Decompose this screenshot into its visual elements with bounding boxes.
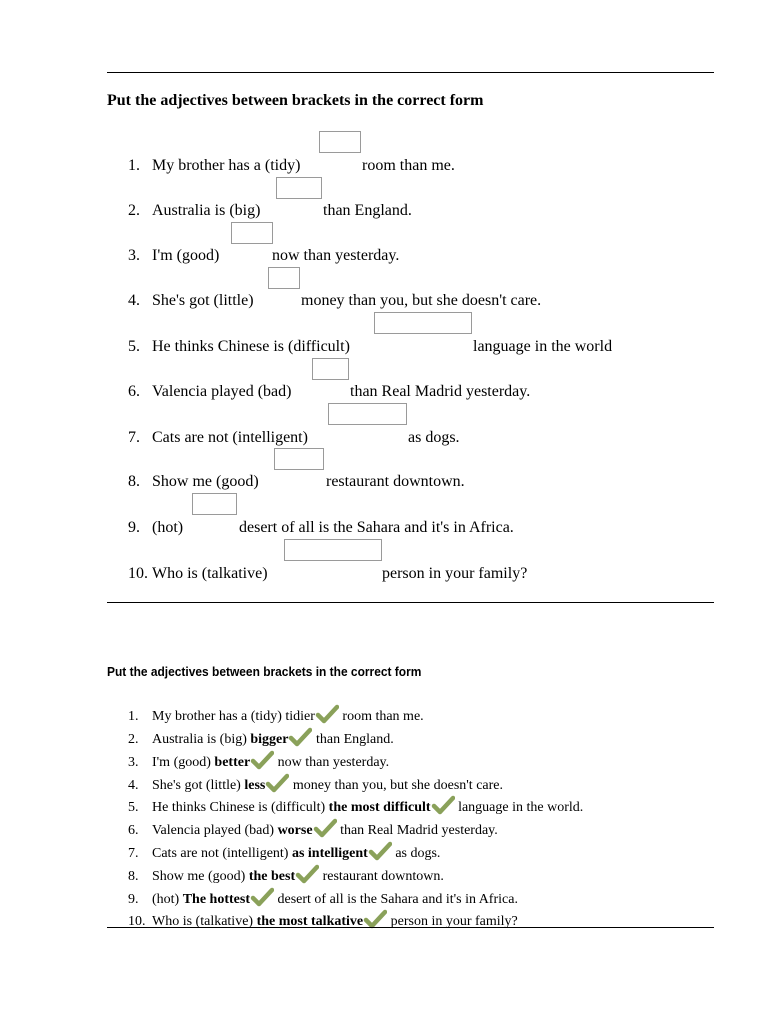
answer-number: 6.: [128, 823, 139, 838]
answer-number: 4.: [128, 778, 139, 793]
answer-text-after: money than you, but she doesn't care.: [292, 778, 503, 793]
answer-number: 7.: [128, 846, 139, 861]
question-number: 2.: [128, 202, 140, 219]
answer-text-after: room than me.: [342, 709, 424, 724]
answer-text-before: Australia is (big): [152, 732, 247, 747]
answer-word: less: [244, 778, 266, 793]
answer-number: 1.: [128, 709, 139, 724]
checkmark-icon: [250, 887, 274, 907]
question-text-before: He thinks Chinese is (difficult): [152, 338, 350, 355]
middle-divider: [107, 602, 714, 603]
question-text-before: (hot): [152, 519, 184, 536]
question-text-after: now than yesterday.: [272, 247, 400, 264]
question-text-after: money than you, but she doesn't care.: [301, 292, 542, 309]
answer-text-after: desert of all is the Sahara and it's in Africa.: [277, 892, 518, 907]
question-text-before: Valencia played (bad): [152, 383, 292, 400]
answer-box-6[interactable]: [312, 358, 349, 380]
answer-text-before: He thinks Chinese is (difficult): [152, 800, 326, 815]
answer-box-1[interactable]: [319, 131, 361, 153]
answer-text-after: now than yesterday.: [277, 755, 390, 770]
question-number: 10.: [128, 565, 148, 582]
answer-item-3: [128, 750, 389, 770]
answer-item-5: [128, 795, 583, 815]
question-text-before: Show me (good): [152, 473, 259, 490]
answer-box-3[interactable]: [231, 222, 273, 244]
answer-text-after: language in the world.: [458, 800, 584, 815]
exercise-title: Put the adjectives between brackets in the correct form: [107, 92, 484, 109]
checkmark-icon: [315, 704, 339, 724]
question-text-after: as dogs.: [408, 429, 460, 446]
answer-text-before: Cats are not (intelligent): [152, 846, 289, 861]
question-text-before: Cats are not (intelligent): [152, 429, 308, 446]
question-text-after: language in the world: [473, 338, 613, 355]
answer-number: 5.: [128, 800, 139, 815]
top-divider: [107, 72, 714, 73]
answer-item-10: [128, 909, 518, 929]
answer-number: 3.: [128, 755, 139, 770]
answer-word: as intelligent: [291, 846, 368, 861]
answer-text-before: My brother has a (tidy) tidier: [152, 709, 315, 724]
question-text-after: person in your family?: [382, 565, 528, 582]
answer-item-9: [128, 887, 518, 907]
question-text-before: Who is (talkative): [152, 565, 268, 582]
checkmark-icon: [265, 773, 289, 793]
answer-word: bigger: [250, 732, 289, 747]
question-text-before: I'm (good): [152, 247, 220, 264]
answer-box-7[interactable]: [328, 403, 407, 425]
answer-word: worse: [277, 823, 313, 838]
answer-text-before: (hot): [152, 892, 180, 907]
answer-item-7: [128, 841, 440, 861]
answer-text-before: Who is (talkative): [152, 914, 254, 929]
answer-box-9[interactable]: [192, 493, 237, 515]
checkmark-icon: [363, 909, 387, 929]
question-text-before: My brother has a (tidy): [152, 157, 301, 174]
question-text-before: Australia is (big): [152, 202, 261, 219]
answer-item-8: [128, 864, 444, 884]
question-number: 4.: [128, 292, 140, 309]
answer-text-before: Show me (good): [152, 869, 246, 884]
answer-item-2: [128, 727, 394, 747]
answer-text-before: Valencia played (bad): [152, 823, 275, 838]
answer-box-8[interactable]: [274, 448, 324, 470]
checkmark-icon: [250, 750, 274, 770]
question-number: 7.: [128, 429, 140, 446]
answer-text-after: than England.: [315, 732, 394, 747]
answer-text-before: I'm (good): [152, 755, 211, 770]
question-number: 1.: [128, 157, 140, 174]
answer-item-1: [128, 704, 424, 724]
question-text-after: than England.: [323, 202, 412, 219]
answer-item-6: [128, 818, 498, 838]
question-number: 8.: [128, 473, 140, 490]
question-text-after: room than me.: [362, 157, 455, 174]
checkmark-icon: [288, 727, 312, 747]
answer-number: 8.: [128, 869, 139, 884]
answer-box-5[interactable]: [374, 312, 472, 334]
answer-key-title: Put the adjectives between brackets in the correct form: [107, 664, 422, 679]
answer-item-4: [128, 773, 503, 793]
checkmark-icon: [431, 795, 455, 815]
checkmark-icon: [313, 818, 337, 838]
bottom-divider: [107, 927, 714, 928]
answer-box-4[interactable]: [268, 267, 300, 289]
question-text-after: than Real Madrid yesterday.: [350, 383, 531, 400]
answer-word: The hottest: [182, 892, 250, 907]
question-text-after: desert of all is the Sahara and it's in Africa.: [239, 519, 514, 536]
answer-number: 9.: [128, 892, 139, 907]
answer-number: 10.: [128, 914, 146, 929]
question-text-before: She's got (little): [152, 292, 254, 309]
question-number: 5.: [128, 338, 140, 355]
answer-text-before: She's got (little): [152, 778, 241, 793]
question-number: 6.: [128, 383, 140, 400]
checkmark-icon: [368, 841, 392, 861]
answer-box-2[interactable]: [276, 177, 322, 199]
answer-word: the best: [248, 869, 296, 884]
answer-number: 2.: [128, 732, 139, 747]
question-text-after: restaurant downtown.: [326, 473, 465, 490]
answer-word: the most talkative: [256, 914, 364, 929]
answer-text-after: than Real Madrid yesterday.: [340, 823, 498, 838]
answer-box-10[interactable]: [284, 539, 382, 561]
answer-word: the most difficult: [328, 800, 431, 815]
answer-text-after: person in your family?: [390, 914, 518, 929]
answer-text-after: restaurant downtown.: [322, 869, 444, 884]
answer-text-after: as dogs.: [395, 846, 441, 861]
question-number: 9.: [128, 519, 140, 536]
checkmark-icon: [295, 864, 319, 884]
question-number: 3.: [128, 247, 140, 264]
answer-word: better: [214, 755, 251, 770]
